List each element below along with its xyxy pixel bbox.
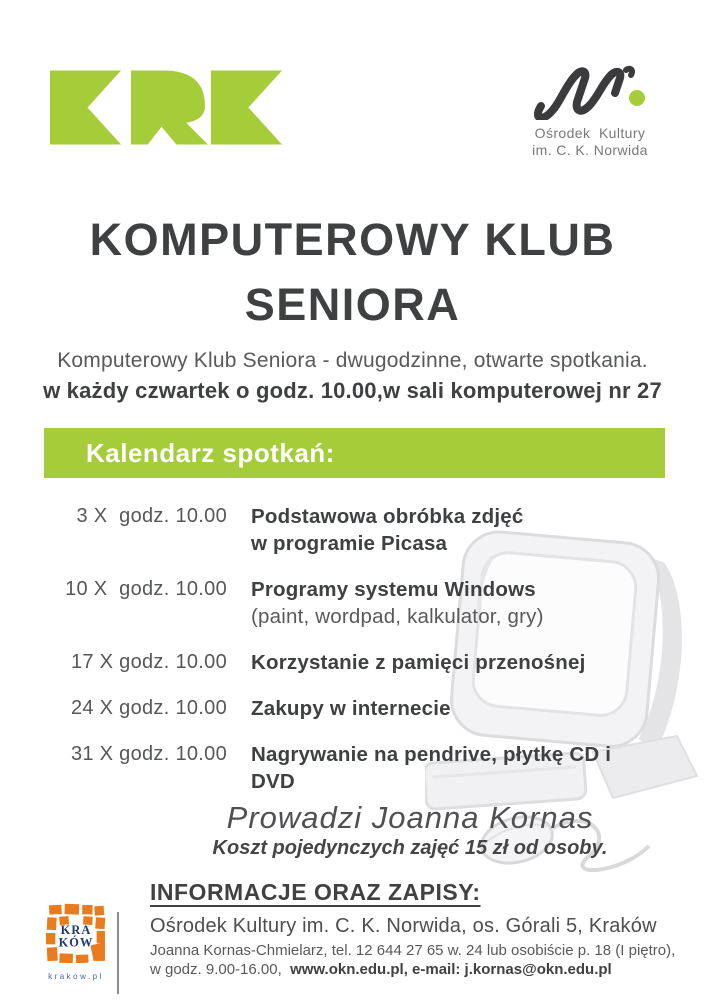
session-cost: Koszt pojedynczych zajęć 15 zł od osoby. — [212, 837, 608, 859]
footer-hours: w godz. 9.00-16.00, — [150, 961, 291, 978]
krakow-logo — [45, 903, 107, 981]
schedule-date: 10 X godz. 10.00 — [65, 578, 227, 600]
schedule-description — [251, 695, 451, 722]
footer-website-email: www.okn.edu.pl, e-mail: j.kornas@okn.edu.pl — [290, 961, 612, 978]
schedule-date: 31 X godz. 10.00 — [70, 743, 227, 765]
schedule-row-4 — [55, 695, 660, 722]
footer-hours-line — [150, 961, 690, 978]
page-title-line1: KOMPUTEROWY KLUB — [89, 214, 616, 265]
schedule-date: 17 X godz. 10.00 — [70, 651, 227, 673]
schedule-topic: Programy systemu Windows — [251, 578, 536, 601]
schedule-description — [251, 649, 586, 676]
krakow-mosaic-icon — [45, 903, 107, 965]
norwida-logo — [527, 62, 653, 159]
norwida-name-line2: im. C. K. Norwida — [532, 142, 648, 158]
schedule-topic: Podstawowa obróbka zdjęć — [251, 505, 524, 528]
schedule-date: 24 X godz. 10.00 — [70, 697, 227, 719]
krakow-caption: krakow.pl — [48, 972, 104, 981]
schedule-topic: Zakupy w internecie — [251, 697, 451, 720]
schedule-row-1 — [55, 503, 660, 557]
schedule-date: 3 X godz. 10.00 — [76, 505, 227, 527]
intro-schedule-info: w każdy czwartek o godz. 10.00,w sali komputerowej nr 27 — [43, 378, 662, 403]
schedule-description — [251, 741, 660, 795]
krakow-logo-text-line1: KRA — [60, 923, 92, 937]
norwida-name-line1: Ośrodek Kultury — [534, 125, 646, 141]
schedule-row-5 — [55, 741, 660, 795]
norwida-n-mark-icon — [527, 62, 653, 120]
schedule-topic: Korzystanie z pamięci przenośnej — [251, 651, 586, 674]
krk-logo-icon — [50, 70, 282, 150]
schedule-description — [251, 576, 544, 630]
calendar-banner-label: Kalendarz spotkań: — [86, 437, 335, 468]
schedule-description — [251, 503, 524, 557]
calendar-banner — [44, 428, 665, 478]
footer-divider — [117, 912, 119, 994]
krakow-logo-text-line2: KÓW — [58, 935, 94, 950]
footer-contact-line: Joanna Kornas-Chmielarz, tel. 12 644 27 65 w. 24 lub osobiście p. 18 (I piętro), — [150, 942, 676, 959]
schedule-list — [55, 503, 660, 814]
leader-block — [205, 800, 615, 860]
page-title-line2: SENIORA — [244, 279, 461, 330]
intro-block — [0, 349, 705, 404]
footer-heading: INFORMACJE ORAZ ZAPISY: — [150, 879, 481, 905]
footer-address: Ośrodek Kultury im. C. K. Norwida, os. Górali 5, Kraków — [150, 915, 657, 937]
schedule-row-2 — [55, 576, 660, 630]
schedule-topic: Nagrywanie na pendrive, płytkę CD i DVD — [251, 743, 612, 793]
schedule-topic-detail: w programie Picasa — [251, 532, 448, 555]
krk-logo-glyphs — [50, 70, 282, 145]
leader-name: Prowadzi Joanna Kornas — [226, 800, 594, 835]
schedule-topic-detail: (paint, wordpad, kalkulator, gry) — [251, 605, 544, 628]
page-title — [0, 207, 705, 337]
intro-description: Komputerowy Klub Seniora - dwugodzinne, otwarte spotkania. — [57, 349, 648, 372]
footer-info — [150, 879, 690, 978]
schedule-row-3 — [55, 649, 660, 676]
